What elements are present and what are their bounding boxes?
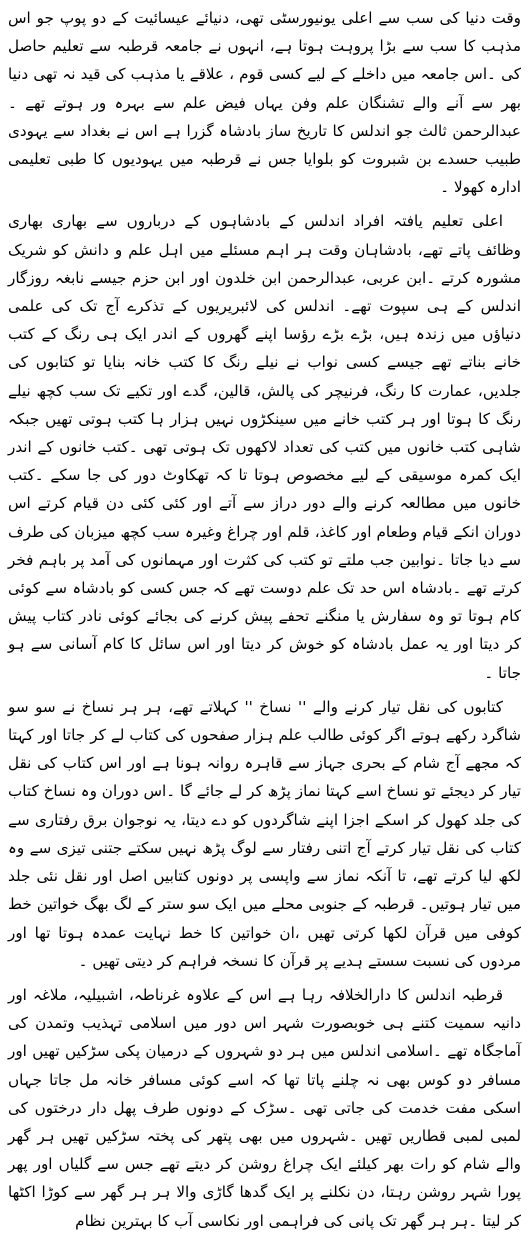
paragraph-copyists: کتابوں کی نقل تیار کرنے والے '' نساخ '' کہلاتے تھے، ہر ہر نساخ نے سو سو شاگرد رکھے ہوتے اگر کوئی طالب علم ہزار صفحوں کی کتاب لے کر جاتا اور کہتا کہ مجھے آج شام کے بحری جہاز سے قاہرہ روانہ ہونا ہے اور اس کتاب کی نقل تیار کر دیجئے تو نساخ اسے کہتا نماز پڑھ کر لے جائے گا ۔اس دوران وہ نساخ کتاب کی جلد کھول کر اسکے اجزا اپنے شاگردوں کو دے دیتا، یہ نوجوان برق رفتاری سے کتاب کی نقل تیار کرتے آج اتنی رفتار سے لوگ پڑھ نہیں سکتے جتنی تیزی سے وہ لکھ لیا کرتے تھے، تا آنکہ نماز سے واپسی پر دونوں کتابیں اصل اور نقل نئی جلد میں تیار ہوتیں۔ قرطبہ کے جنوبی محلے میں ایک سو ستر کے لگ بھگ خواتین خط کوفی میں قرآن لکھا کرتی تھیں ،ان خواتین کا خط نہایت عمدہ ہوتا تھا اور مردوں کی نسبت سستے ہدیے پر قرآن کا نسخہ فراہم کر دیتی تھیں ۔ — [8, 697, 521, 970]
paragraph-university: وقت دنیا کی سب سے اعلی یونیورسٹی تھی، دنیائے عیسائیت کے دو پوپ جو اس مذہب کا سب سے بڑا پروہت ہوتا ہے، انہوں نے جامعہ قرطبہ سے تعلیم حاصل کی ۔اس جامعہ میں داخلے کے لیے کسی قوم ، علاقے یا مذہب کی قید نہ تھی دنیا بھر سے آنے والے تشنگان علم وفن یہاں فیض علم سے بہرہ ور ہوتے تھے ۔عبدالرحمن ثالث جو اندلس کا تاریخ ساز بادشاہ گزرا ہے اس نے بغداد سے یہودی طبیب حسدے بن شبروت کو بلوایا جس نے قرطبہ میں یہودیوں کا طبی تعلیمی ادارہ کھولا ۔ — [8, 9, 521, 197]
paragraph-libraries: اعلی تعلیم یافتہ افراد اندلس کے بادشاہوں کے درباروں سے بھاری بھاری وظائف پاتے تھے، بادشاہان وقت ہر اہم مسئلے میں اہل علم و دانش کو شریک مشورہ کرتے ۔ابن عربی، عبدالرحمن ابن خلدون اور ابن حزم جیسے نابغہ روزگار اندلس کے ہی سپوت تھے۔ اندلس کی لائبریریوں کے تذکرے آج تک کی علمی دنیاؤں میں زندہ ہیں، بڑے بڑے رؤسا اپنے گھروں کے اندر ایک ہی رنگ کے کتب خانے بناتے تھے جیسے کسی نواب نے نیلے رنگ کا کتب خانہ بنایا تو کتابوں کی جلدیں، عمارت کا رنگ، فرنیچر کی پالش، قالین، گدے اور تکیے تک سب کچھ نیلے رنگ کا ہوتا اور ہر کتب خانے میں سینکڑوں نہیں ہزار ہا کتب ہوتی تھیں جبکہ شاہی کتب خانوں میں کتب کی تعداد لاکھوں تک ہوتی تھی ۔کتب خانوں کے اندر ایک کمرہ موسیقی کے لیے مخصوص ہوتا تا کہ تھکاوٹ دور کی جا سکے ۔کتب خانوں میں مطالعہ کرنے والے دور دراز سے آتے اور کئی کئی دن قیام کرتے اس دوران انکے قیام وطعام اور کاغذ، قلم اور چراغ وغیرہ سب کچھ میزبان کی طرف سے دیا جاتا ۔نوابین جب ملتے تو کتب کی کثرت اور مہمانوں کی آمد پر باہم فخر کرتے تھے ۔بادشاہ اس حد تک علم دوست تھے کہ جس کسی کو بادشاہ سے کوئی کام ہوتا تو وہ سفارش یا منگنے تحفے پیش کرنے کی بجائے کوئی نادر کتاب پیش کر دیتا اور یہ عمل بادشاہ کو خوش کر دیتا اور اس سائل کا کام آسانی سے ہو جاتا ۔ — [8, 212, 521, 682]
paragraph-cities: قرطبہ اندلس کا دارالخلافہ رہا ہے اس کے علاوہ غرناطہ، اشبیلیہ، ملاغہ اور دانیہ سمیت کتنے ہی خوبصورت شہر اس دور میں اسلامی تہذیب وتمدن کی آماجگاہ تھے ۔اسلامی اندلس میں ہر دو شہروں کے درمیان پکی سڑکیں تھیں اور مسافر دو کوس بھی نہ چلنے پاتا تھا کہ اسے کوئی مسافر خانہ مل جاتا جہاں اسکی مفت خدمت کی جاتی تھی ۔سڑک کے دونوں طرف پھل دار درختوں کی لمبی لمبی قطاریں تھیں ۔شہروں میں بھی پتھر کی پختہ سڑکیں تھیں ہر گھر والے شام کو رات بھر کیلئے ایک چراغ روشن کر دیتے تھے جس سے گلیاں اور پھر پورا شہر روشن رہتا، دن نکلنے پر ایک گدھا گاڑی والا ہر ہر گھر سے کوڑا اکٹھا کر لیتا ۔ہر ہر گھر تک پانی کی فراہمی اور نکاسی آب کا بہترین نظام — [8, 985, 521, 1230]
